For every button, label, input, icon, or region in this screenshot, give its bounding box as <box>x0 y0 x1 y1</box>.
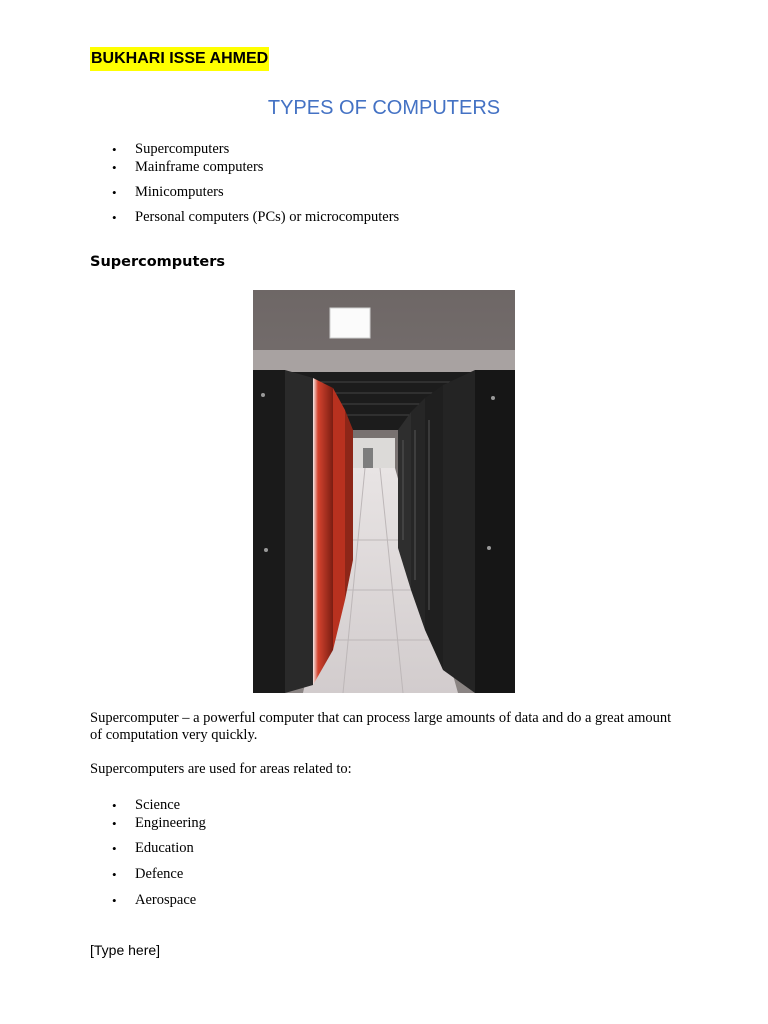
footer-placeholder: [Type here] <box>90 942 161 958</box>
section-heading: Supercomputers <box>90 254 226 270</box>
definition-paragraph: Supercomputer – a powerful computer that can process large amounts of data and do a great amount of computation very quickly. <box>90 710 672 743</box>
list-item: • Science <box>90 797 206 814</box>
list-item: • Minicomputers <box>90 184 399 201</box>
computer-types-list <box>90 141 399 226</box>
list-item: • Defence <box>90 866 206 883</box>
list-item: • Education <box>90 840 206 857</box>
list-item: • Personal computers (PCs) or microcomputers <box>90 209 399 226</box>
document-title: TYPES OF COMPUTERS <box>267 97 501 119</box>
supercomputer-photo <box>253 290 515 693</box>
uses-intro-paragraph: Supercomputers are used for areas related to: <box>90 761 352 777</box>
list-item: • Mainframe computers <box>90 159 399 176</box>
author-name: BUKHARI ISSE AHMED <box>90 47 269 71</box>
list-item: • Engineering <box>90 815 206 832</box>
list-item: • Aerospace <box>90 892 206 909</box>
list-item: • Supercomputers <box>90 141 399 158</box>
uses-list <box>90 797 206 909</box>
